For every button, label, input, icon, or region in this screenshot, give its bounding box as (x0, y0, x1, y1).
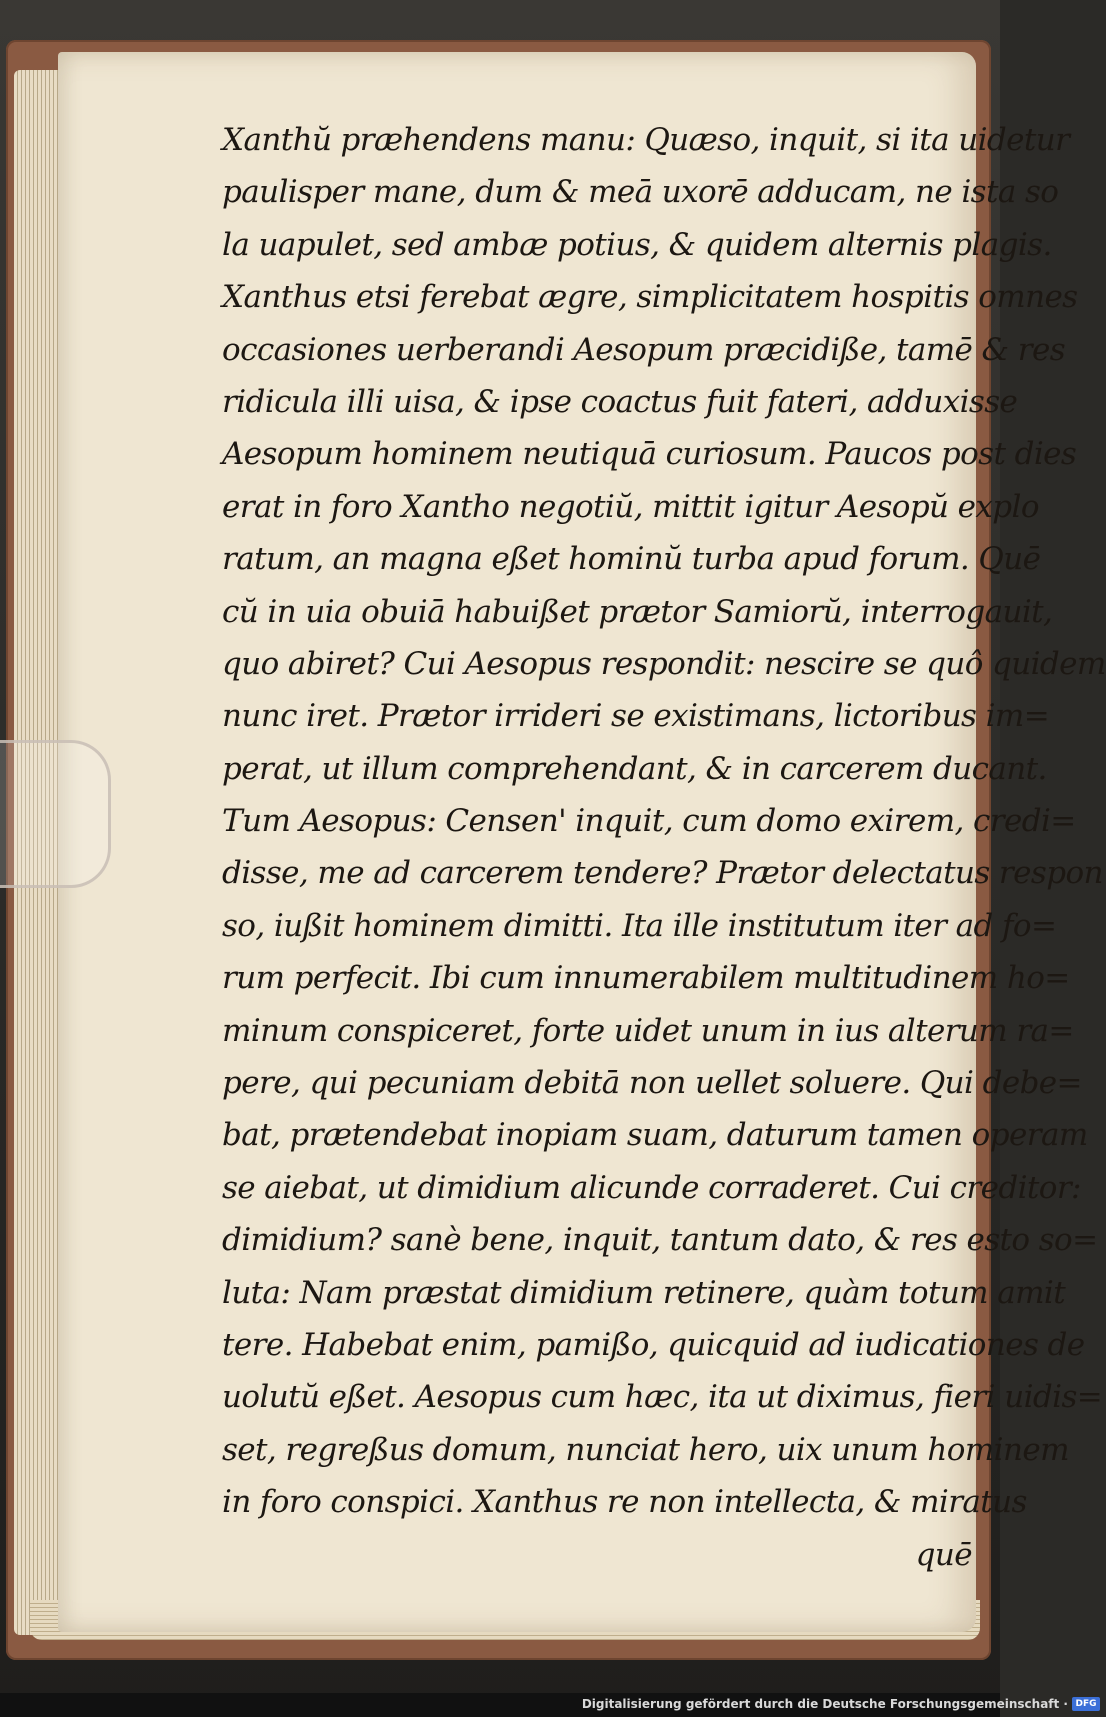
text-line: cŭ in uia obuiā habuißet prætor Samiorŭ, interrogauit, (222, 593, 1053, 630)
clip-marker (0, 740, 111, 888)
text-line: se aiebat, ut dimidium alicunde corraderet. Cui creditor: (222, 1169, 1081, 1206)
text-line: quo abiret? Cui Aesopus respondit: nescire se quô quidem (222, 645, 1106, 682)
text-line: in foro conspici. Xanthus re non intellecta, & miratus (222, 1484, 1027, 1521)
dfg-logo: DFG (1072, 1697, 1100, 1711)
text-line: Xanthŭ præhendens manu: Quæso, inquit, si ita uidetur (222, 122, 1070, 158)
text-line: so, iußit hominem dimitti. Ita ille institutum iter ad fo= (222, 907, 1057, 944)
text-line: la uapulet, sed ambæ potius, & quidem alternis plagis. (222, 226, 1052, 263)
text-line: occasiones uerberandi Aesopum præcidiße, tamē & res (222, 331, 1066, 368)
text-line: minum conspiceret, forte uidet unum in ius alterum ra= (222, 1012, 1074, 1049)
text-line: luta: Nam præstat dimidium retinere, quàm totum amit (222, 1274, 1066, 1311)
text-line: perat, ut illum comprehendant, & in carcerem ducant. (222, 750, 1047, 787)
text-line: set, regreßus domum, nunciat hero, uix unum hominem (222, 1431, 1069, 1468)
text-line: Xanthus etsi ferebat ægre, simplicitatem hospitis omnes (222, 279, 1078, 316)
text-line: Aesopum hominem neutiquā curiosum. Paucos post dies (222, 436, 1077, 473)
text-line: rum perfecit. Ibi cum innumerabilem multitudinem ho= (222, 960, 1070, 997)
text-line: erat in foro Xantho negotiŭ, mittit igitur Aesopŭ explo (222, 488, 1039, 525)
footer-credit: Digitalisierung gefördert durch die Deutsche Forschungsgemeinschaft · (581, 1697, 1068, 1711)
text-line: ridicula illi uisa, & ipse coactus fuit fateri, adduxisse (222, 383, 1018, 420)
text-line: pere, qui pecuniam debitā non uellet soluere. Qui debe= (222, 1065, 1082, 1102)
text-line: ratum, an magna eßet hominŭ turba apud forum. Quē (222, 541, 1041, 578)
catchword: quē (915, 1536, 972, 1573)
text-line: disse, me ad carcerem tendere? Prætor delectatus respon (222, 855, 1103, 892)
text-line: Tum Aesopus: Censen' inquit, cum domo exirem, credi= (222, 803, 1076, 840)
text-line: tere. Habebat enim, pamißo, quicquid ad iudicationes de (222, 1326, 1085, 1363)
text-line: nunc iret. Prætor irrideri se existimans, lictoribus im= (222, 698, 1050, 735)
text-line: dimidium? sanè bene, inquit, tantum dato, & res esto so= (222, 1222, 1098, 1259)
text-line: paulisper mane, dum & meā uxorē adducam, ne ista so (222, 174, 1059, 211)
text-line: bat, prætendebat inopiam suam, daturum tamen operam (222, 1117, 1088, 1154)
page-text (222, 114, 1106, 1581)
text-line: uolutŭ eßet. Aesopus cum hæc, ita ut diximus, fieri uidis= (222, 1379, 1103, 1416)
